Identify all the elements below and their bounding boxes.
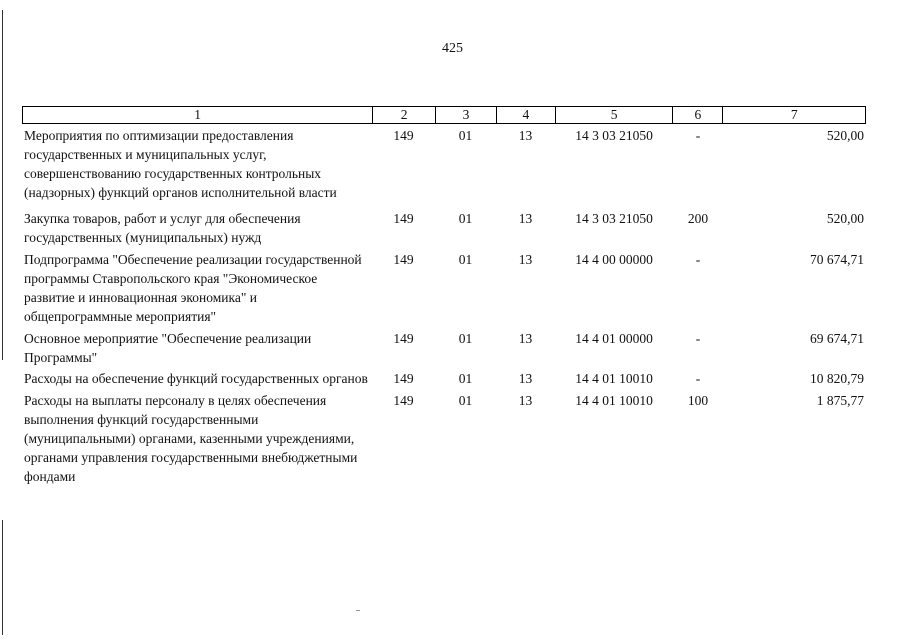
row-section-code: 01 (458, 211, 473, 226)
row-subsection-code: 13 (518, 371, 533, 386)
scan-speck (356, 610, 360, 611)
row-target-article: 14 3 03 21050 (575, 128, 653, 143)
row-expense-type: - (695, 128, 701, 143)
column-header-3: 3 (435, 107, 496, 123)
row-subsection-code: 13 (518, 331, 533, 346)
table-row (22, 391, 866, 486)
row-expense-type: 200 (687, 211, 709, 226)
row-amount: 520,00 (826, 211, 864, 226)
table-row (22, 369, 866, 388)
column-header-7: 7 (722, 107, 865, 123)
row-target-article: 14 4 01 00000 (575, 331, 653, 346)
row-name: Расходы на выплаты персоналу в целях обеспечения выполнения функций государственными (муниципальными) органами, казенными учреждениями, органами управления государственными внебюджетными фондами (24, 393, 358, 484)
row-name: Основное мероприятие "Обеспечение реализации Программы" (24, 331, 312, 365)
row-target-article: 14 4 00 00000 (575, 252, 653, 267)
row-amount: 70 674,71 (810, 252, 864, 267)
column-header-6: 6 (672, 107, 722, 123)
row-subsection-code: 13 (518, 211, 533, 226)
row-expense-type: - (695, 331, 701, 346)
margin-rule (2, 10, 3, 360)
page-number: 425 (442, 41, 463, 56)
table-row (22, 250, 866, 326)
column-header-4: 4 (496, 107, 555, 123)
row-section-code: 01 (458, 128, 473, 143)
budget-table (22, 106, 866, 486)
table-row (22, 329, 866, 367)
row-ministry-code: 149 (393, 211, 414, 226)
row-section-code: 01 (458, 252, 473, 267)
table-header-row (22, 106, 866, 124)
row-amount: 1 875,77 (816, 393, 864, 408)
row-name: Расходы на обеспечение функций государственных органов (24, 371, 368, 386)
row-subsection-code: 13 (518, 128, 533, 143)
row-ministry-code: 149 (393, 331, 414, 346)
row-section-code: 01 (458, 393, 473, 408)
row-ministry-code: 149 (393, 371, 414, 386)
row-amount: 520,00 (826, 128, 864, 143)
row-expense-type: - (695, 252, 701, 267)
column-header-5: 5 (555, 107, 673, 123)
row-subsection-code: 13 (518, 393, 533, 408)
table-row (22, 126, 866, 202)
row-name: Мероприятия по оптимизации предоставления государственных и муниципальных услуг, совершенствованию государственных контрольных (надзорных) функций органов исполнительной власти (24, 128, 337, 200)
column-header-1: 1 (194, 107, 201, 122)
margin-rule-lower (2, 520, 3, 635)
row-section-code: 01 (458, 371, 473, 386)
row-amount: 69 674,71 (810, 331, 864, 346)
row-subsection-code: 13 (518, 252, 533, 267)
row-ministry-code: 149 (393, 252, 414, 267)
row-target-article: 14 3 03 21050 (575, 211, 653, 226)
row-section-code: 01 (458, 331, 473, 346)
column-header-2: 2 (372, 107, 435, 123)
row-ministry-code: 149 (393, 393, 414, 408)
row-expense-type: - (695, 371, 701, 386)
table-row (22, 209, 866, 247)
row-expense-type: 100 (687, 393, 709, 408)
row-target-article: 14 4 01 10010 (575, 393, 653, 408)
row-target-article: 14 4 01 10010 (575, 371, 653, 386)
row-name: Подпрограмма "Обеспечение реализации государственной программы Ставропольского края "Экономическое развитие и инновационная экономика" и общепрограммные мероприятия" (24, 252, 362, 324)
row-ministry-code: 149 (393, 128, 414, 143)
row-name: Закупка товаров, работ и услуг для обеспечения государственных (муниципальных) нужд (24, 211, 301, 245)
row-amount: 10 820,79 (810, 371, 864, 386)
